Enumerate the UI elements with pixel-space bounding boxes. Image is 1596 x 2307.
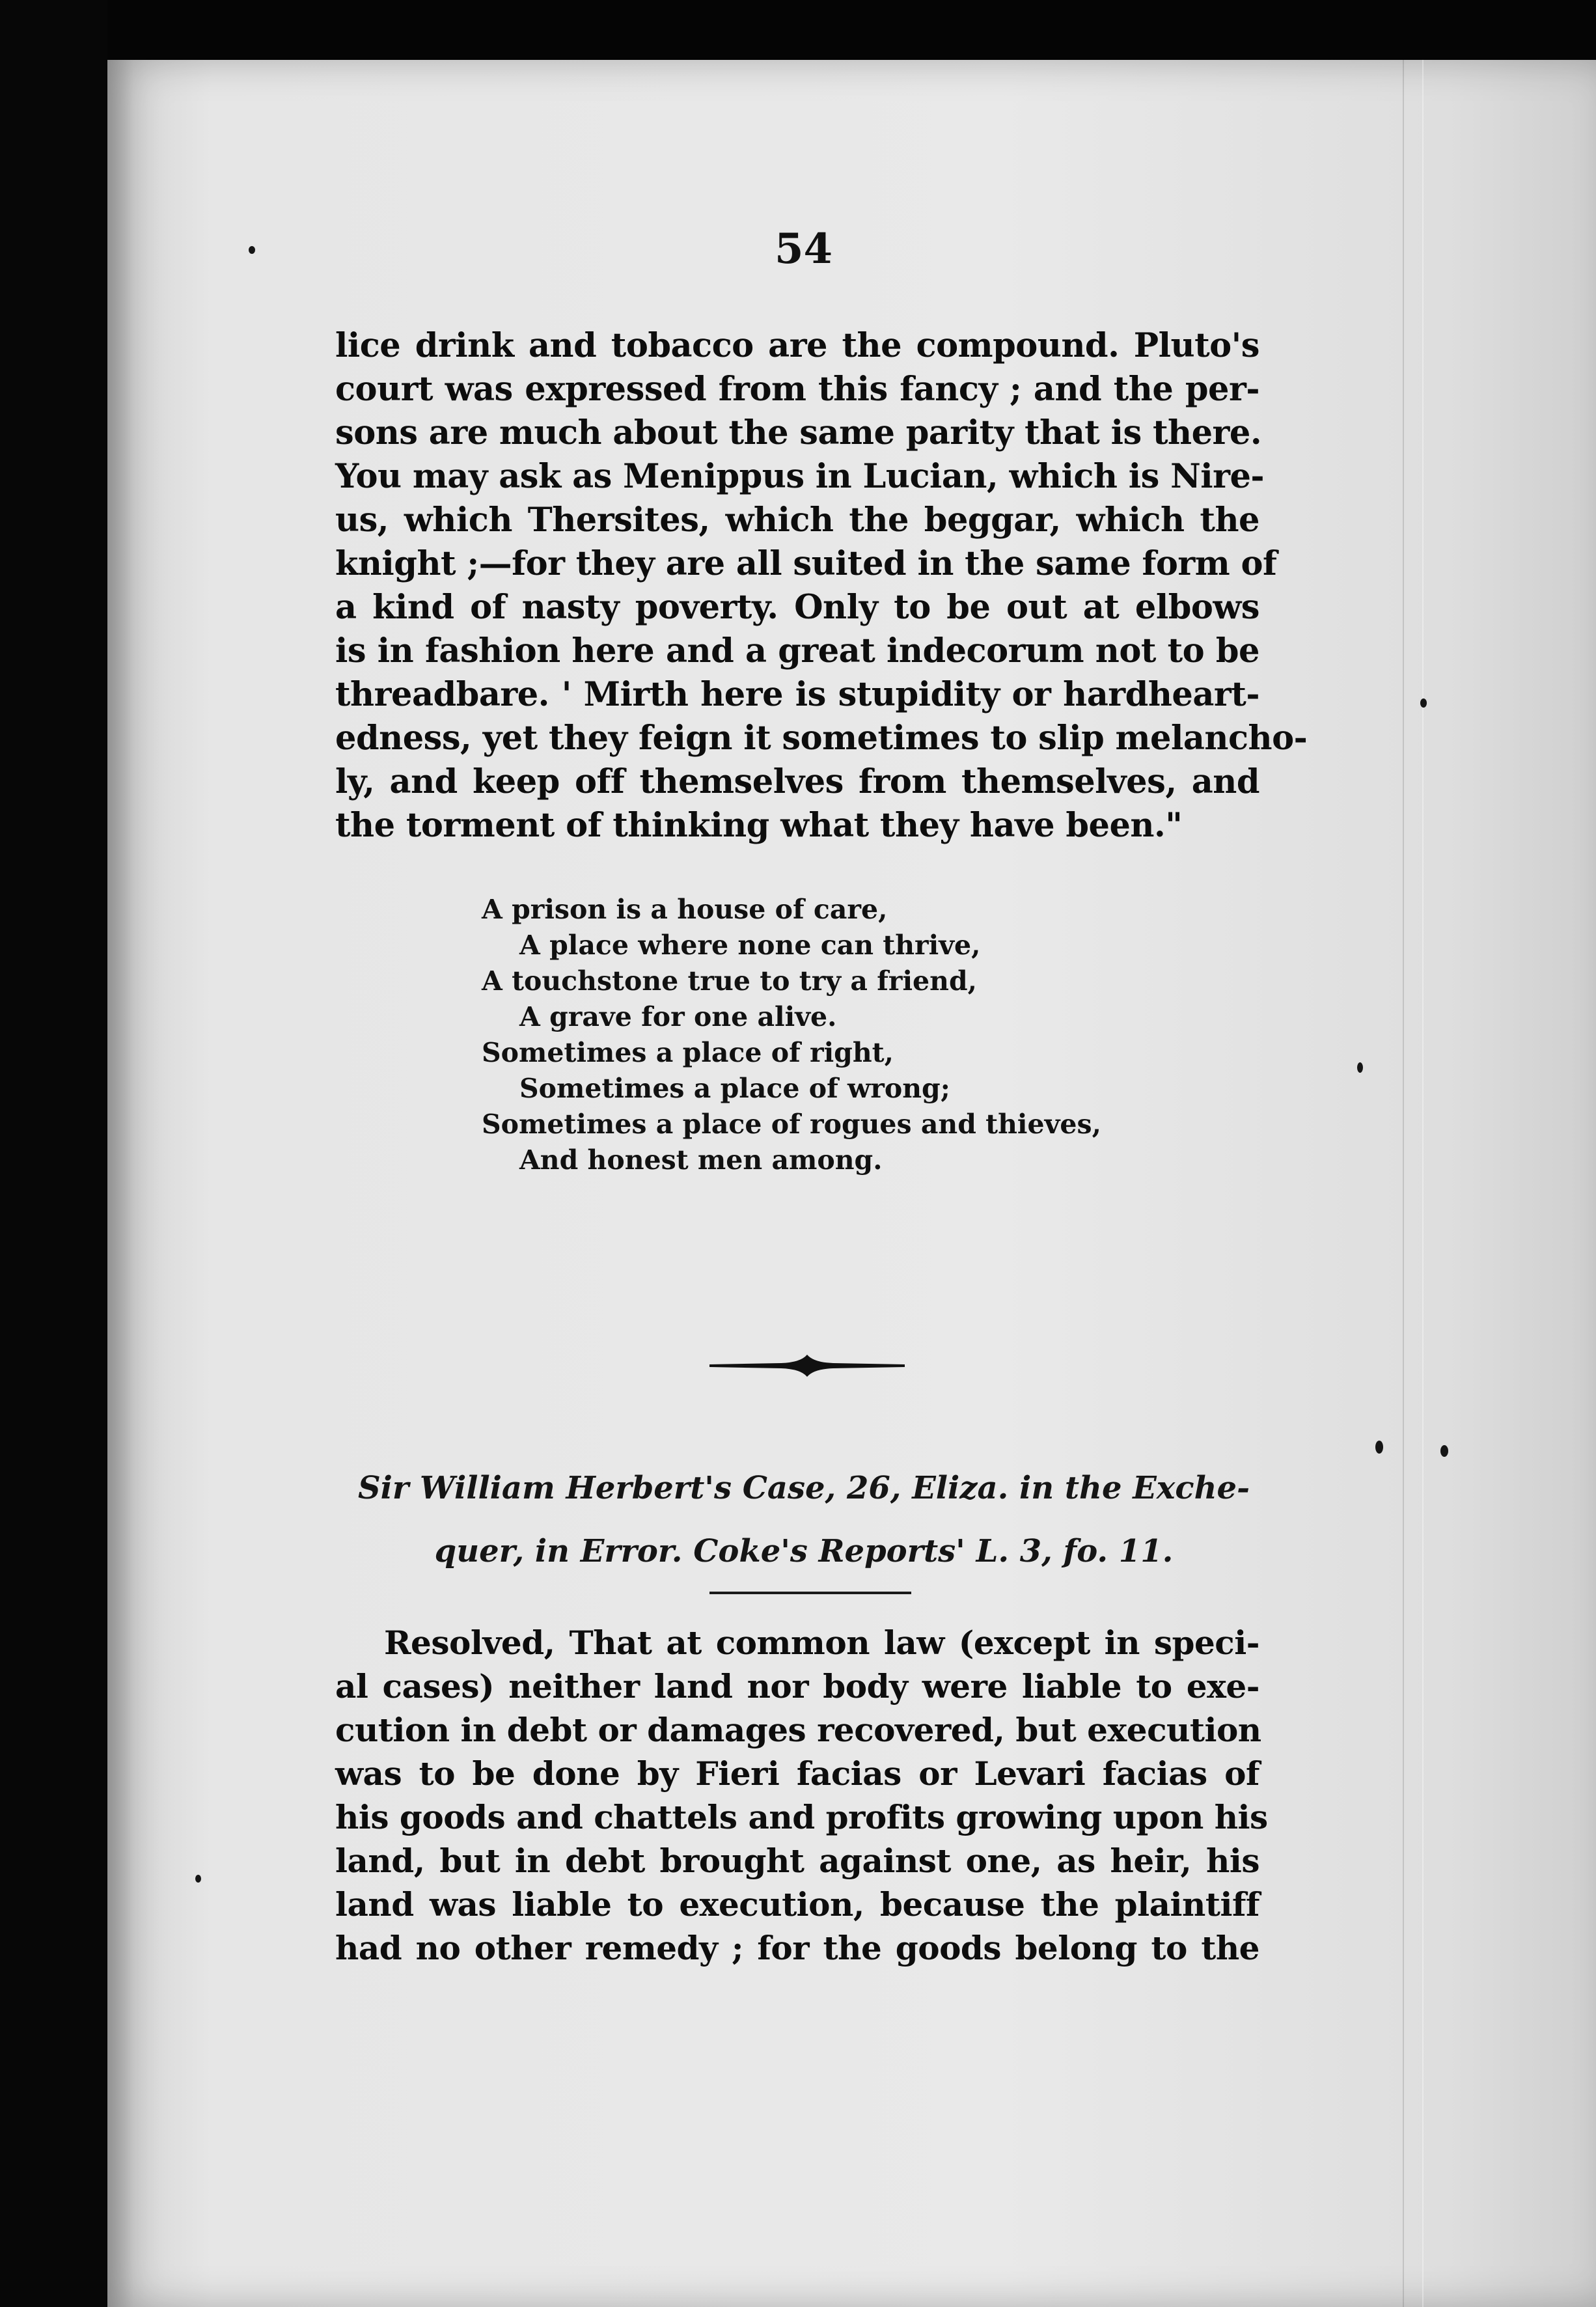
text-line: had no other remedy ; for the goods belong to the: [335, 1929, 1259, 1967]
text-line: ly, and keep off themselves from themselves, and: [335, 762, 1259, 801]
paragraph-2: [335, 1621, 1268, 1970]
verse-line: Sometimes a place of right,: [482, 1037, 894, 1068]
text-line: is in fashion here and a great indecorum not to be: [335, 631, 1259, 670]
text-line: al cases) neither land nor body were liable to exe-: [335, 1667, 1259, 1706]
text-line: the torment of thinking what they have been.": [335, 806, 1183, 845]
text-line: us, which Thersites, which the beggar, which the: [335, 501, 1259, 540]
verse-line: A place where none can thrive,: [519, 930, 981, 961]
verse-line: Sometimes a place of wrong;: [519, 1073, 950, 1104]
verse-line: A touchstone true to try a friend,: [482, 965, 977, 997]
text-line: knight ;—for they are all suited in the same form of: [335, 544, 1277, 583]
text-line: land was liable to execution, because the plaintiff: [335, 1885, 1259, 1924]
text-line: lice drink and tobacco are the compound. Pluto's: [335, 326, 1259, 365]
page-number: 54: [775, 225, 833, 273]
text-line: Resolved, That at common law (except in speci-: [384, 1623, 1259, 1662]
text-line: court was expressed from this fancy ; and the per-: [335, 370, 1259, 409]
verse-line: A prison is a house of care,: [482, 894, 888, 925]
verse-line: Sometimes a place of rogues and thieves,: [482, 1109, 1101, 1140]
scan-border-top: [0, 0, 1596, 62]
ink-speck: [1375, 1441, 1383, 1454]
verse-line: And honest men among.: [519, 1144, 883, 1176]
paragraph-1: [335, 324, 1308, 848]
page-fold-highlight: [1422, 60, 1424, 2307]
text-line: cution in debt or damages recovered, but execution: [335, 1711, 1261, 1749]
scan-border-left: [0, 0, 107, 2307]
case-heading-line-2: quer, in Error. Coke's Reports' L. 3, fo. 11.: [434, 1533, 1174, 1569]
ink-speck: [249, 246, 255, 254]
ink-speck: [1440, 1445, 1448, 1457]
ink-speck: [1420, 698, 1427, 708]
ink-speck: [195, 1875, 201, 1883]
text-line: threadbare. ' Mirth here is stupidity or hardheart-: [335, 675, 1259, 714]
text-line: You may ask as Menippus in Lucian, which is Nire-: [335, 457, 1265, 496]
page-fold-line: [1403, 60, 1404, 2307]
verse-block: [482, 892, 1101, 1178]
text-line: his goods and chattels and profits growing upon his: [335, 1798, 1268, 1836]
text-line: edness, yet they feign it sometimes to slip melancho-: [335, 719, 1308, 758]
verse-line: A grave for one alive.: [519, 1001, 837, 1032]
text-line: sons are much about the same parity that is there.: [335, 413, 1262, 452]
case-heading-line-1: Sir William Herbert's Case, 26, Eliza. in the Exche-: [358, 1470, 1250, 1506]
short-rule: [709, 1592, 911, 1594]
ornament-divider-icon: [709, 1343, 905, 1388]
ink-speck: [1357, 1062, 1363, 1073]
text-line: a kind of nasty poverty. Only to be out at elbows: [335, 588, 1259, 627]
text-line: was to be done by Fieri facias or Levari facias of: [335, 1754, 1259, 1793]
text-line: land, but in debt brought against one, as heir, his: [335, 1842, 1259, 1880]
